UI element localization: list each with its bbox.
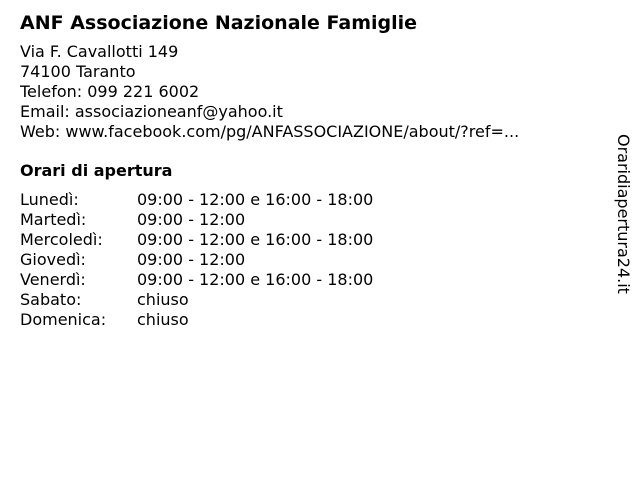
address-city: 74100 Taranto (20, 62, 136, 81)
hours-day: Lunedì: (20, 190, 79, 209)
hours-row-wednesday (20, 230, 600, 250)
hours-day: Domenica: (20, 310, 107, 329)
hours-row-tuesday (20, 210, 600, 230)
hours-time: chiuso (137, 310, 189, 329)
hours-row-thursday (20, 250, 600, 270)
business-card (20, 10, 600, 330)
contact-block (20, 42, 600, 142)
hours-day: Martedì: (20, 210, 87, 229)
hours-day: Mercoledì: (20, 230, 103, 249)
hours-row-monday (20, 190, 600, 210)
opening-hours-heading: Orari di apertura (20, 161, 173, 180)
email-line: Email: associazioneanf@yahoo.it (20, 102, 283, 121)
hours-row-sunday (20, 310, 600, 330)
hours-time: 09:00 - 12:00 e 16:00 - 18:00 (137, 190, 374, 209)
hours-day: Venerdì: (20, 270, 86, 289)
phone-line: Telefon: 099 221 6002 (20, 82, 200, 101)
site-watermark: Oraridiapertura24.it (614, 134, 633, 294)
hours-time: chiuso (137, 290, 189, 309)
web-line: Web: www.facebook.com/pg/ANFASSOCIAZIONE/about/?ref=... (20, 122, 520, 141)
hours-row-friday (20, 270, 600, 290)
business-name: ANF Associazione Nazionale Famiglie (20, 12, 418, 34)
hours-row-saturday (20, 290, 600, 310)
hours-time: 09:00 - 12:00 (137, 210, 246, 229)
hours-time: 09:00 - 12:00 e 16:00 - 18:00 (137, 270, 374, 289)
hours-day: Sabato: (20, 290, 82, 309)
address-street: Via F. Cavallotti 149 (20, 42, 179, 61)
opening-hours-table (20, 190, 600, 330)
hours-time: 09:00 - 12:00 (137, 250, 246, 269)
hours-time: 09:00 - 12:00 e 16:00 - 18:00 (137, 230, 374, 249)
hours-day: Giovedì: (20, 250, 86, 269)
